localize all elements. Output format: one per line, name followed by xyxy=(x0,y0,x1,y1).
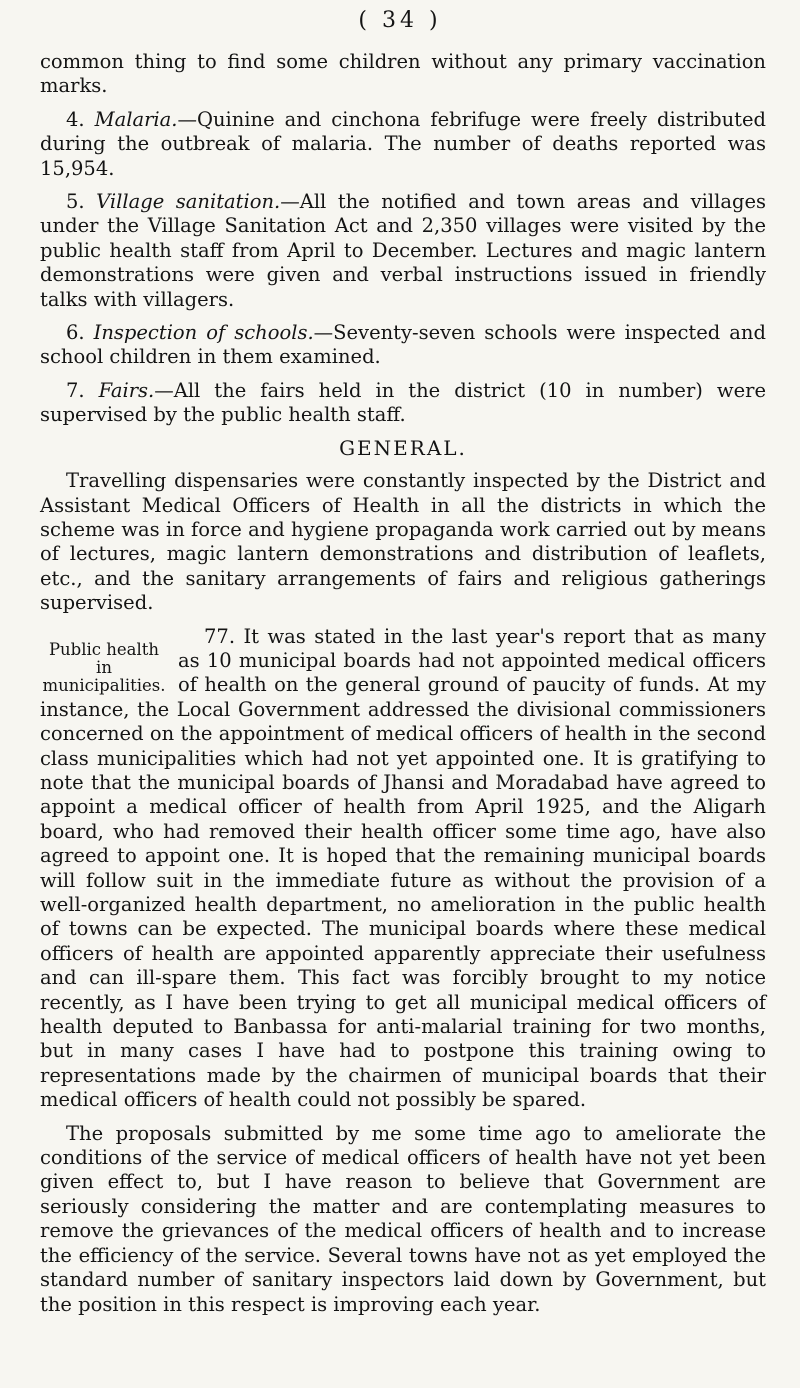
item-title: Fairs. xyxy=(98,378,155,402)
item-title: Village sanitation. xyxy=(96,190,281,214)
item-inspection-of-schools xyxy=(40,321,766,370)
item-fairs xyxy=(40,379,766,428)
item-text: —Quinine and cinchona febrifuge were freely distributed during the outbreak of malaria. The number of deaths reported was 15,954. xyxy=(40,107,766,180)
closing-paragraph: The proposals submitted by me some time ago to ameliorate the conditions of the service of medical officers of health have not yet been given effect to, but I have reason to believe that Government are seriously considering the matter and are contemplating measures to remove the grievances of the medical officers of health and to increase the efficiency of the service. Several towns have not as yet employed the standard number of sanitary inspectors laid down by Government, but the position in this respect is improving each year. xyxy=(40,1121,766,1316)
continuation-paragraph: common thing to find some children without any primary vaccination marks. xyxy=(40,50,766,98)
item-malaria xyxy=(40,108,766,181)
page-body xyxy=(40,50,766,1317)
item-number: 4. xyxy=(66,107,85,131)
page-number: ( 34 ) xyxy=(358,8,442,33)
item-title: Inspection of schools. xyxy=(93,321,314,345)
item-text: —Seventy-seven schools were inspected and school children in them examined. xyxy=(40,321,766,369)
section-heading-general: GENERAL. xyxy=(339,435,467,460)
item-title: Malaria. xyxy=(94,107,178,131)
item-number: 5. xyxy=(66,190,85,214)
item-number: 6. xyxy=(66,321,85,345)
item-text: —All the notified and town areas and villages under the Village Sanitation Act and 2,350 villages were visited by the public health staff from April to December. Lectures and magic lantern demonstrations were given and verbal instructions issued in friendly talks with villagers. xyxy=(40,190,766,311)
general-paragraph: Travelling dispensaries were constantly inspected by the District and Assistant Medical Officers of Health in all the districts in which the scheme was in force and hygiene propaganda work carried out by means of lectures, magic lantern demonstrations and distribution of leaflets, etc., and the sanitary arrangements of fairs and religious gatherings supervised. xyxy=(40,469,766,615)
paragraph-77-text: 77. It was stated in the last year's report that as many as 10 municipal boards had not appointed medical officers of health on the general ground of paucity of funds. At my instance, the Local Government addressed the divisional commissioners concerned on the appointment of medical officers of health in the second class municipalities which had not yet appointed one. It is gratifying to note that the municipal boards of Jhansi and Moradabad have agreed to appoint a medical officer of health from April 1925, and the Aligarh board, who had removed their health officer some time ago, have also agreed to appoint one. It is hoped that the remaining municipal boards will follow suit in the immediate future as without the provision of a well-organized health department, no amelioration in the public health of towns can be expected. The municipal boards where these medical officers of health are appointed apparently appreciate their usefulness and can ill-spare them. This fact was forcibly brought to my notice recently, as I have been trying to get all municipal medical officers of health deputed to Banbassa for anti-malarial training for two months, but in many cases I have had to postpone this training owing to representations made by the chairmen of municipal boards that their medical officers of health could not possibly be spared. xyxy=(40,624,766,1112)
item-number: 7. xyxy=(66,378,85,402)
paragraph-77 xyxy=(40,625,766,1113)
item-village-sanitation xyxy=(40,190,766,312)
item-text: —All the fairs held in the district (10 in number) were supervised by the public health staff. xyxy=(40,378,766,427)
margin-note: Public health in municipalities. xyxy=(42,639,166,695)
